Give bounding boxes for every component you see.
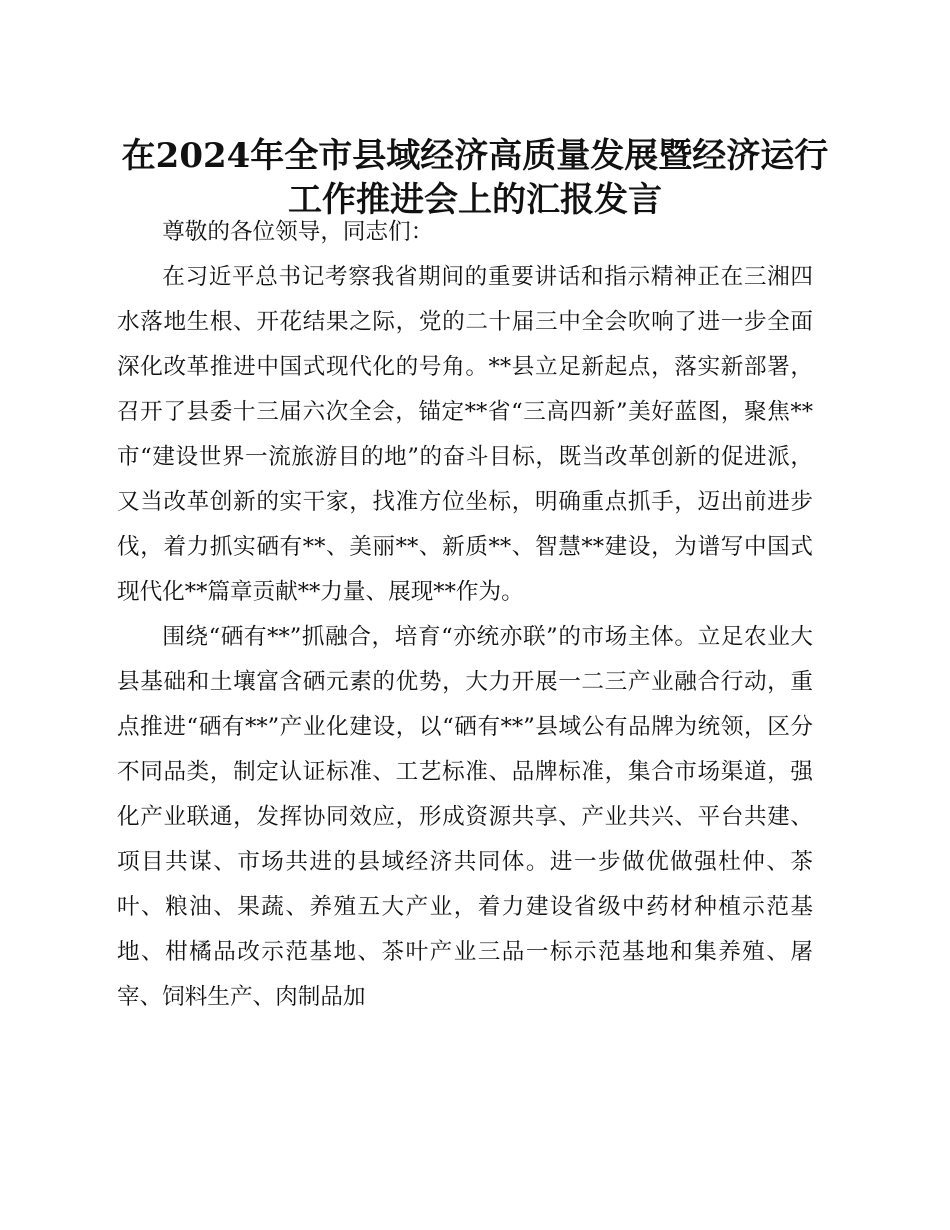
paragraph-2: 围绕“硒有**”抓融合，培育“亦统亦联”的市场主体。立足农业大县基础和土壤富含硒元素的优势，大力开展一二三产业融合行动，重点推进“硒有**”产业化建设，以“硒有**”县域公有品牌为统领，区分不同品类，制定认证标准、工艺标准、品牌标准，集合市场渠道，强化产业联通，发挥协同效应，形成资源共享、产业共兴、平台共建、项目共谋、市场共进的县域经济共同体。进一步做优做强杜仲、茶叶、粮油、果蔬、养殖五大产业，着力建设省级中药材种植示范基地、柑橘品改示范基地、茶叶产业三品一标示范基地和集养殖、屠宰、饲料生产、肉制品加 — [117, 624, 813, 1010]
paragraph-1: 在习近平总书记考察我省期间的重要讲话和指示精神正在三湘四水落地生根、开花结果之际，党的二十届三中全会吹响了进一步全面深化改革推进中国式现代化的号角。**县立足新起点，落实新部署，召开了县委十三届六次全会，锚定**省“三高四新”美好蓝图，聚焦**市“建设世界一流旅游目的地”的奋斗目标，既当改革创新的促进派，又当改革创新的实干家，找准方位坐标，明确重点抓手，迈出前进步伐，着力抓实硒有**、美丽**、新质**、智慧**建设，为谱写中国式现代化**篇章贡献**力量、展现**作为。 — [117, 264, 813, 605]
title-line-1: 在2024年全市县域经济高质量发展暨经济运行 — [121, 136, 829, 176]
title-line-2: 工作推进会上的汇报发言 — [288, 180, 662, 220]
salutation: 尊敬的各位领导，同志们： — [162, 219, 434, 245]
document-title — [100, 134, 850, 222]
document-body — [117, 210, 813, 1020]
